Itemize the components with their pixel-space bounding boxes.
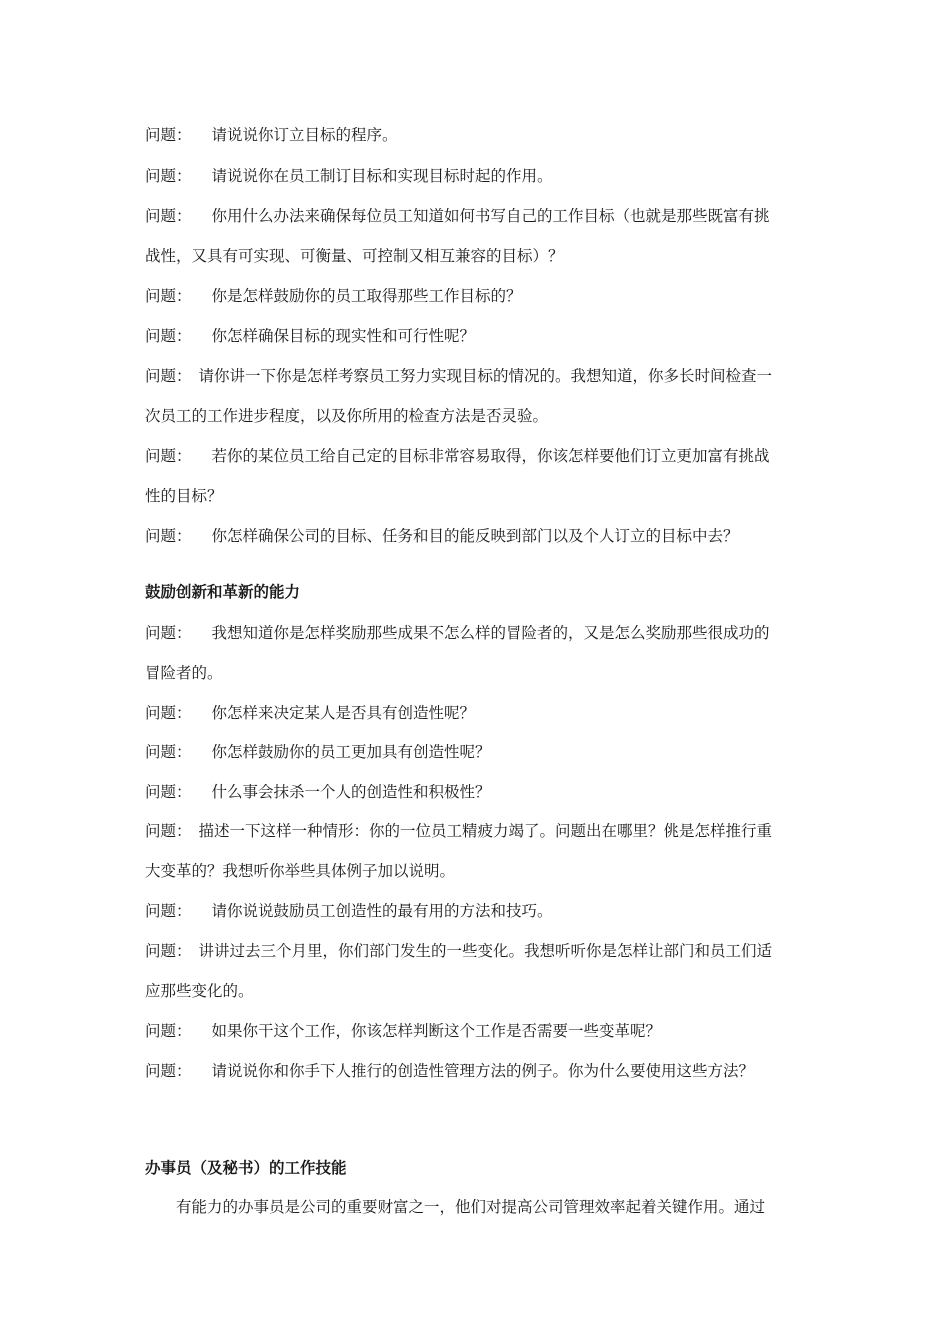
question-text: 你怎样确保公司的目标、任务和目的能反映到部门以及个人订立的目标中去？ [211,527,739,545]
question-label: 问题： [145,367,192,385]
paragraph-text: 有能力的办事员是公司的重要财富之一，他们对提高公司管理效率起着关键作用。通过 [176,1198,766,1216]
question-line [145,365,810,387]
question-label: 问题： [145,447,192,465]
question-continuation: 应那些变化的。 [145,982,254,1000]
question-line [145,525,810,547]
question-label: 问题： [145,942,192,960]
question-text: 若你的某位员工给自己定的目标非常容易取得，你该怎样要他们订立更加富有挑战 [211,447,770,465]
question-line [145,285,810,307]
question-text: 我想知道你是怎样奖励那些成果不怎么样的冒险者的，又是怎么奖励那些很成功的 [211,624,770,642]
question-continuation: 大变革的？我想听你举些具体例子加以说明。 [145,862,456,880]
question-text: 你怎样确保目标的现实性和可行性呢？ [211,327,476,345]
question-label: 问题： [145,902,192,920]
question-label: 问题： [145,624,192,642]
question-line [145,940,810,962]
question-line [145,325,810,347]
question-line [145,1060,810,1082]
question-text: 什么事会抹杀一个人的创造性和积极性？ [211,783,491,801]
question-text: 你是怎样鼓励你的员工取得那些工作目标的？ [211,287,522,305]
question-text: 请说说你在员工制订目标和实现目标时起的作用。 [211,167,553,185]
question-line [145,781,810,803]
paragraph-line [145,1196,810,1218]
question-label: 问题： [145,167,192,185]
question-line [145,124,810,146]
question-label: 问题： [145,287,192,305]
question-line [145,741,810,763]
question-text: 请你说说鼓励员工创造性的最有用的方法和技巧。 [211,902,553,920]
question-text: 你怎样来决定某人是否具有创造性呢？ [211,704,476,722]
question-text: 请你讲一下你是怎样考察员工努力实现目标的情况的。我想知道，你多长时间检查一 [198,367,773,385]
question-label: 问题： [145,327,192,345]
question-continuation: 战性，又具有可实现、可衡量、可控制又相互兼容的目标）？ [145,247,564,265]
question-label: 问题： [145,704,192,722]
question-text: 如果你干这个工作，你该怎样判断这个工作是否需要一些变革呢？ [211,1022,662,1040]
question-line [145,702,810,724]
question-text: 请说说你和你手下人推行的创造性管理方法的例子。你为什么要使用这些方法？ [211,1062,755,1080]
question-text: 你用什么办法来确保每位员工知道如何书写自己的工作目标（也就是那些既富有挑 [211,207,770,225]
question-line [145,820,810,842]
question-label: 问题： [145,783,192,801]
question-label: 问题： [145,207,192,225]
section-heading: 办事员（及秘书）的工作技能 [145,1159,347,1177]
question-line [145,622,810,644]
question-label: 问题： [145,126,192,144]
question-label: 问题： [145,1022,192,1040]
question-line [145,1020,810,1042]
question-label: 问题： [145,822,192,840]
section-heading: 鼓励创新和革新的能力 [145,583,301,601]
question-line [145,900,810,922]
question-line [145,165,810,187]
question-text: 讲讲过去三个月里，你们部门发生的一些变化。我想听听你是怎样让部门和员工们适 [198,942,773,960]
question-label: 问题： [145,743,192,761]
question-label: 问题： [145,1062,192,1080]
question-text: 你怎样鼓励你的员工更加具有创造性呢？ [211,743,491,761]
question-continuation: 次员工的工作进步程度，以及你所用的检查方法是否灵验。 [145,407,549,425]
question-continuation: 性的目标？ [145,487,223,505]
question-text: 请说说你订立目标的程序。 [211,126,398,144]
question-text: 描述一下这样一种情形：你的一位员工精疲力竭了。问题出在哪里？佻是怎样推行重 [198,822,773,840]
question-line [145,205,810,227]
question-continuation: 冒险者的。 [145,664,223,682]
question-line [145,445,810,467]
question-label: 问题： [145,527,192,545]
